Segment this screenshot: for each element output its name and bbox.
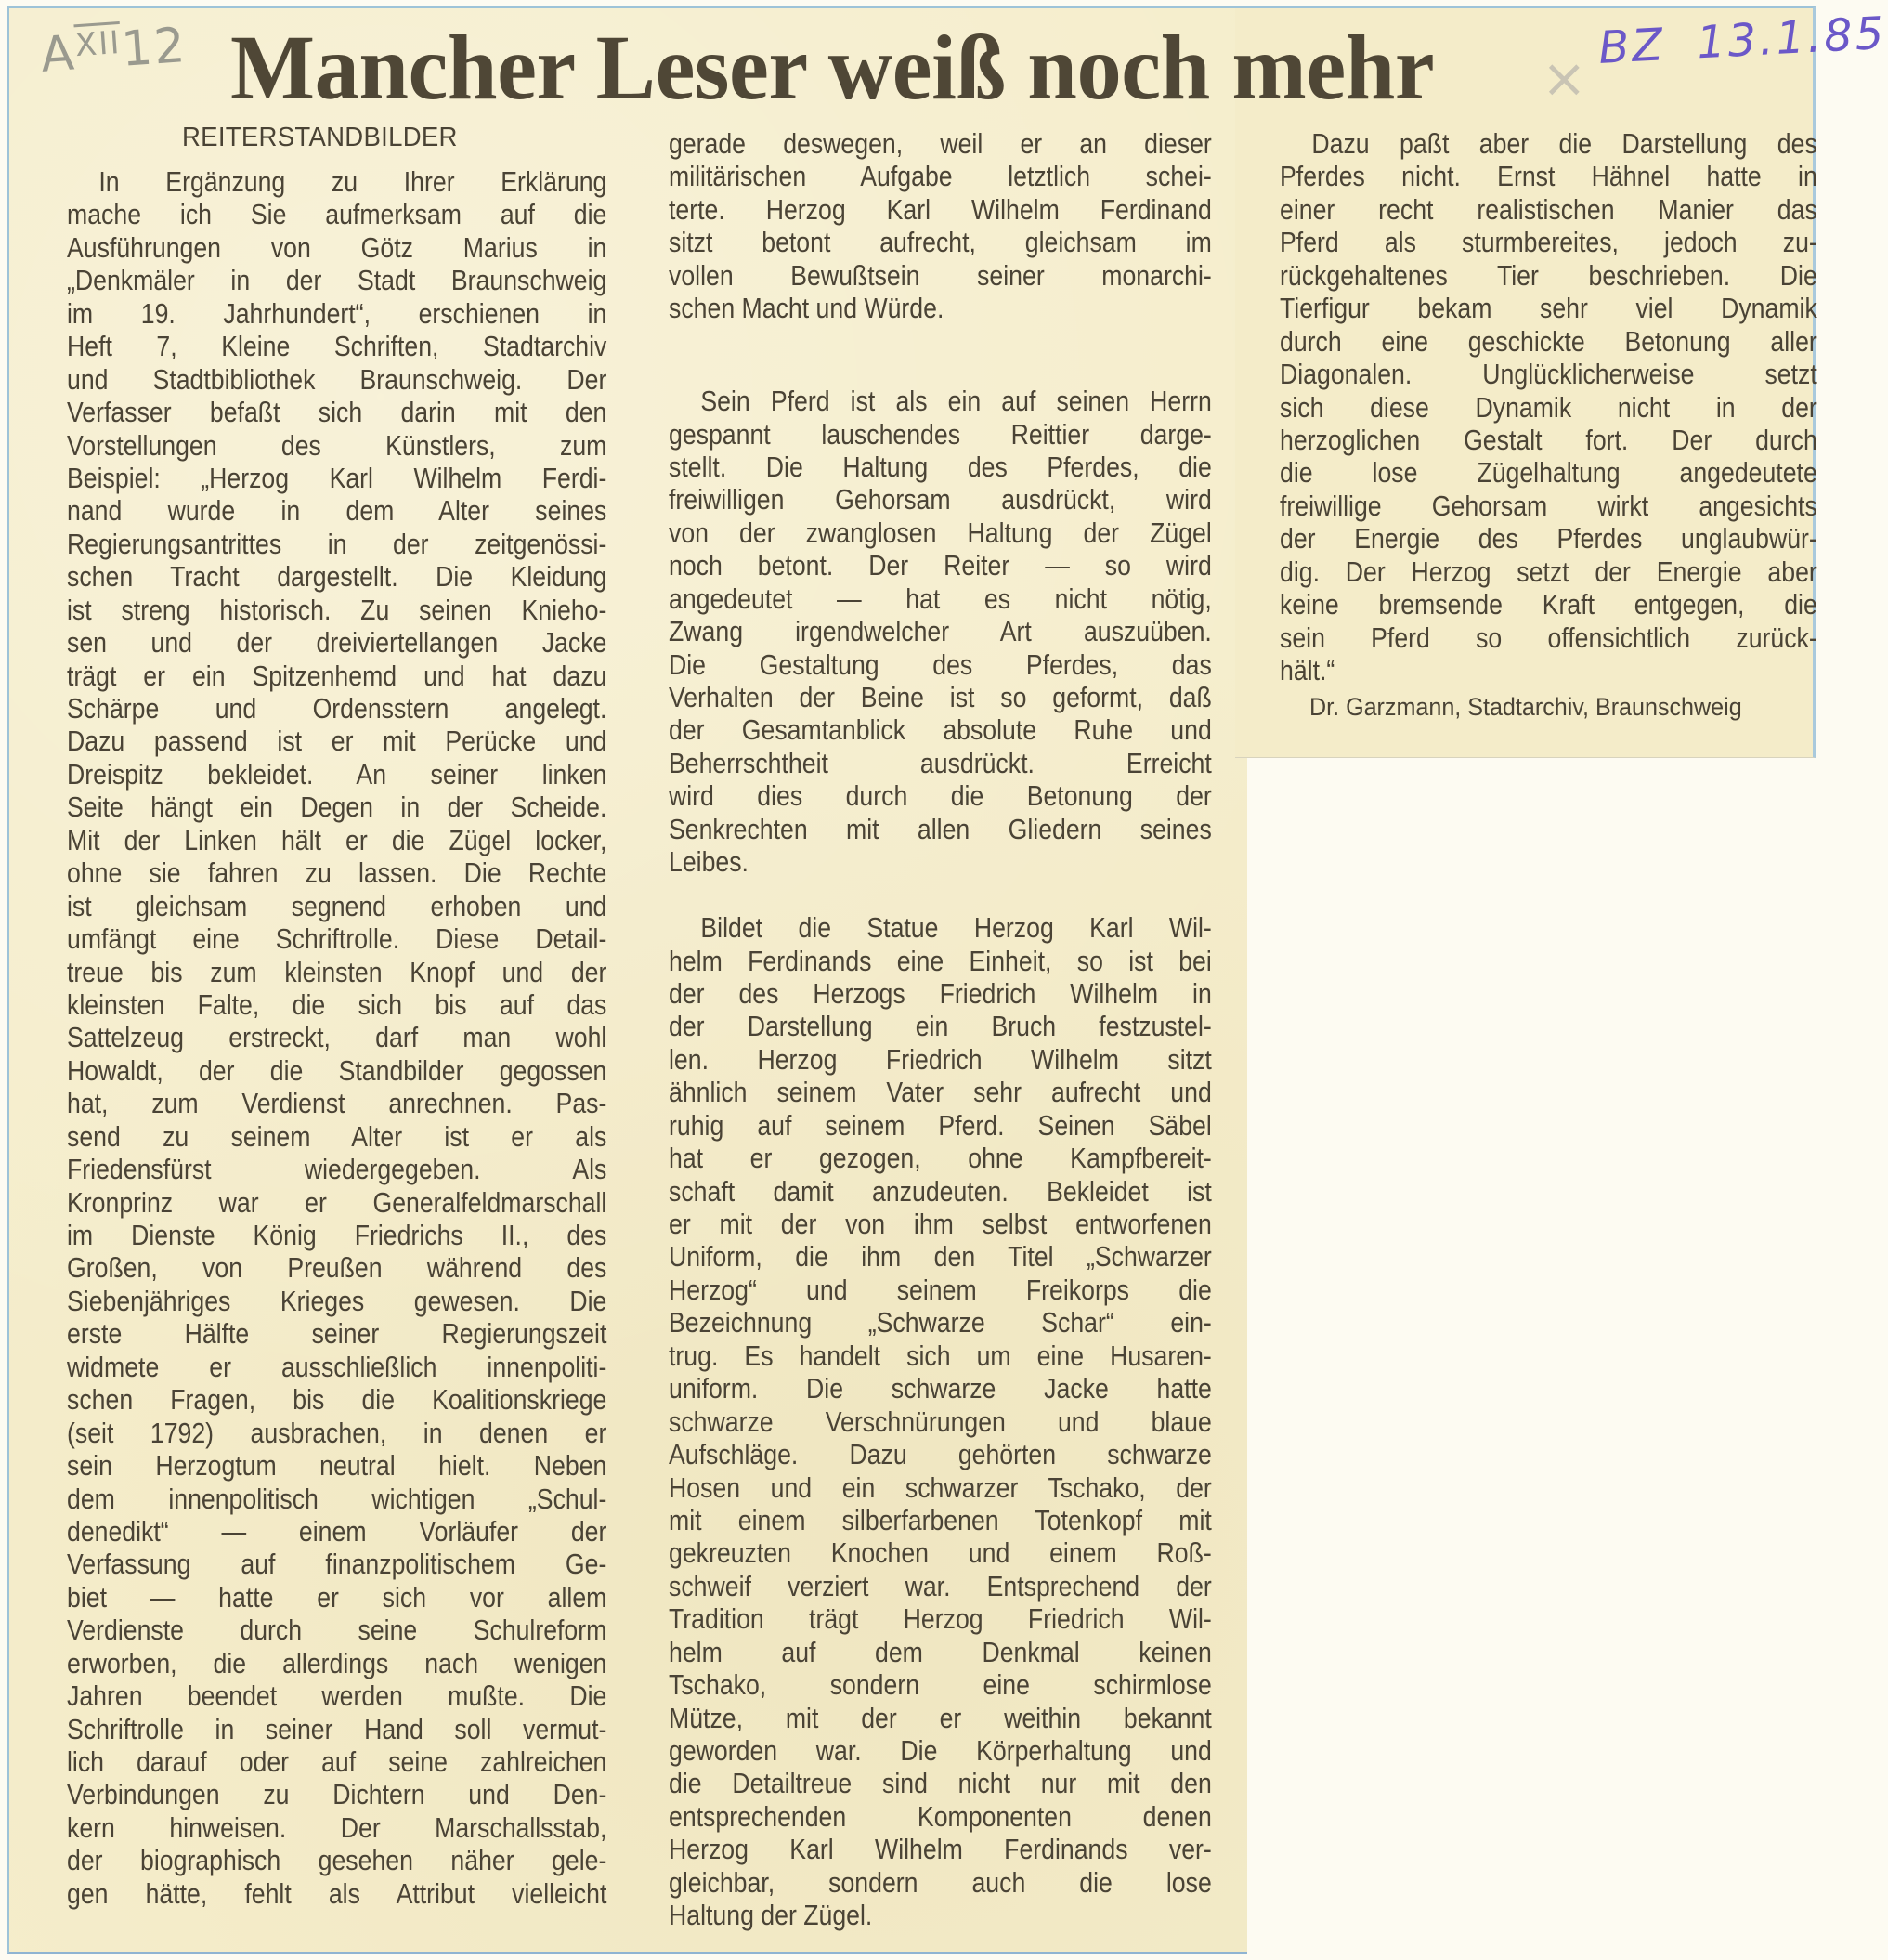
handwritten-date: 13.1.85: [1695, 7, 1888, 70]
paragraph-1: [669, 127, 1212, 325]
text-line: ohne sie fahren zu lassen. Die Rechte: [67, 856, 607, 890]
text-line: Hosen und ein schwarzer Tschako, der: [669, 1470, 1212, 1504]
text-line: vollen Bewußtsein seiner monarchi-: [669, 258, 1212, 292]
text-line: Schriftrolle in seiner Hand soll vermut-: [67, 1712, 607, 1745]
text-line: sein Pferd so offensichtlich zurück-: [1280, 621, 1817, 654]
text-line: helm Ferdinands eine Einheit, so ist bei: [669, 944, 1212, 977]
text-line: Aufschläge. Dazu gehörten schwarze: [669, 1438, 1212, 1471]
text-line: geworden war. Die Körperhaltung und: [669, 1734, 1212, 1767]
text-line: Haltung der Zügel.: [669, 1899, 873, 1932]
text-line: „Denkmäler in der Stadt Braunschweig: [67, 264, 607, 297]
text-line: Bezeichnung „Schwarze Schar“ ein-: [669, 1306, 1212, 1339]
text-line: rückgehaltenes Tier beschrieben. Die: [1280, 258, 1817, 292]
column-left: [67, 165, 606, 1910]
text-line: schen Macht und Würde.: [669, 292, 944, 325]
text-line: (seit 1792) ausbrachen, in denen er: [67, 1416, 607, 1449]
text-line: lich darauf oder auf seine zahlreichen: [67, 1745, 607, 1778]
text-line: Tierfigur bekam sehr viel Dynamik: [1280, 292, 1817, 325]
text-line: Mütze, mit der er weithin bekannt: [669, 1701, 1212, 1734]
text-line: der Gesamtanblick absolute Ruhe und: [669, 713, 1212, 747]
text-line: In Ergänzung zu Ihrer Erklärung: [98, 165, 607, 198]
text-line: ruhig auf seinem Pferd. Seinen Säbel: [669, 1108, 1212, 1142]
text-line: dig. Der Herzog setzt der Energie aber: [1280, 555, 1817, 588]
text-line: ist streng historisch. Zu seinen Knieho-: [67, 593, 607, 626]
text-line: Herzog Karl Wilhelm Ferdinands ver-: [669, 1833, 1212, 1866]
text-line: die Detailtreue sind nicht nur mit den: [669, 1767, 1212, 1800]
text-line: Verbindungen zu Dichtern und Den-: [67, 1778, 607, 1811]
handwritten-cross: ×: [1542, 46, 1587, 110]
handwritten-archive-mark: [39, 18, 189, 84]
text-line: sich diese Dynamik nicht in der: [1280, 390, 1817, 424]
section-heading: REITERSTANDBILDER: [182, 123, 458, 152]
text-line: Uniform, die ihm den Titel „Schwarzer: [669, 1240, 1212, 1274]
text-line: denedikt“ — einem Vorläufer der: [67, 1514, 607, 1548]
paragraph-gap: [669, 325, 1212, 358]
text-line: uniform. Die schwarze Jacke hatte: [669, 1372, 1212, 1405]
text-line: der Energie des Pferdes unglaubwür-: [1280, 522, 1817, 555]
text-line: erste Hälfte seiner Regierungszeit: [67, 1317, 607, 1351]
text-line: Pferdes nicht. Ernst Hähnel hatte in: [1280, 160, 1817, 193]
text-line: trägt er ein Spitzenhemd und hat dazu: [67, 659, 607, 692]
text-line: Jahren beendet werden mußte. Die: [67, 1679, 607, 1713]
text-line: dem innenpolitisch wichtigen „Schul-: [67, 1482, 607, 1515]
text-line: kern hinweisen. Der Marschallsstab,: [67, 1810, 607, 1844]
text-line: schen Tracht dargestellt. Die Kleidung: [67, 560, 607, 594]
text-line: Dazu passend ist er mit Perücke und: [67, 725, 607, 758]
text-line: militärischen Aufgabe letztlich schei-: [669, 160, 1212, 193]
text-line: einer recht realistischen Manier das: [1280, 192, 1817, 226]
text-line: schweif verziert war. Entsprechend der: [669, 1569, 1212, 1602]
text-line: biet — hatte er sich vor allem: [67, 1580, 607, 1614]
paragraph-3: [669, 911, 1212, 1932]
text-line: herzoglichen Gestalt fort. Der durch: [1280, 423, 1817, 456]
text-line: wird dies durch die Betonung der: [669, 779, 1212, 813]
text-line: stellt. Die Haltung des Pferdes, die: [669, 450, 1212, 483]
text-line: die lose Zügelhaltung angedeutete: [1280, 456, 1817, 490]
text-line: Verhalten der Beine ist so geformt, daß: [669, 681, 1212, 713]
text-line: keine bremsende Kraft entgegen, die: [1280, 588, 1817, 621]
text-line: Beherrschtheit ausdrückt. Erreicht: [669, 746, 1212, 779]
text-line: Großen, von Preußen während des: [67, 1251, 607, 1285]
text-line: Leibes.: [669, 845, 749, 879]
text-line: treue bis zum kleinsten Knopf und der: [67, 955, 607, 988]
paragraph-gap: [669, 358, 1212, 385]
archive-mark-number: 12: [119, 18, 189, 78]
text-line: ist gleichsam segnend erhoben und: [67, 889, 607, 922]
text-line: Dreispitz bekleidet. An seiner linken: [67, 757, 607, 791]
text-line: erworben, die allerdings nach wenigen: [67, 1646, 607, 1679]
text-line: Regierungsantrittes in der zeitgenössi-: [67, 527, 607, 560]
text-line: sen und der dreiviertellangen Jacke: [67, 626, 607, 660]
text-line: Tschako, sondern eine schirmlose: [669, 1668, 1212, 1702]
text-line: kleinsten Falte, die sich bis auf das: [67, 987, 607, 1021]
text-line: Herzog“ und seinem Freikorps die: [669, 1273, 1212, 1306]
text-line: umfängt eine Schriftrolle. Diese Detail-: [67, 922, 607, 956]
text-line: gespannt lauschendes Reittier darge-: [669, 417, 1212, 451]
text-line: Die Gestaltung des Pferdes, das: [669, 647, 1212, 681]
text-line: gleichbar, sondern auch die lose: [669, 1865, 1212, 1899]
text-line: mache ich Sie aufmerksam auf die: [67, 198, 607, 231]
text-line: Siebenjähriges Krieges gewesen. Die: [67, 1284, 607, 1317]
text-line: entsprechenden Komponenten denen: [669, 1799, 1212, 1833]
text-line: Sein Pferd ist als ein auf seinen Herrn: [700, 385, 1212, 418]
text-line: Pferd als sturmbereites, jedoch zu-: [1280, 226, 1817, 259]
text-line: schwarze Verschnürungen und blaue: [669, 1405, 1212, 1438]
text-line: angedeutet — hat es nicht nötig,: [669, 581, 1212, 615]
text-line: sein Herzogtum neutral hielt. Neben: [67, 1449, 607, 1483]
text-line: Sattelzeug erstreckt, darf man wohl: [67, 1021, 607, 1054]
text-line: von der zwanglosen Haltung der Zügel: [669, 516, 1212, 549]
text-line: durch eine geschickte Betonung aller: [1280, 324, 1817, 358]
text-line: gekreuzten Knochen und einem Roß-: [669, 1536, 1212, 1570]
archive-mark-prefix: A: [39, 25, 78, 84]
text-line: im Dienste König Friedrichs II., des: [67, 1219, 607, 1251]
column-middle: [669, 127, 1212, 1932]
text-line: der des Herzogs Friedrich Wilhelm in: [669, 976, 1212, 1010]
text-line: der biographisch gesehen näher gele-: [67, 1844, 607, 1877]
author-signature: Dr. Garzmann, Stadtarchiv, Braunschweig: [1309, 693, 1742, 721]
text-line: gen hätte, fehlt als Attribut vielleicht: [67, 1876, 607, 1910]
text-line: Dazu paßt aber die Darstellung des: [1311, 127, 1817, 160]
text-line: und Stadtbibliothek Braunschweig. Der: [67, 362, 607, 396]
text-line: nand wurde in dem Alter seines: [67, 494, 607, 528]
text-line: sitzt betont aufrecht, gleichsam im: [669, 226, 1212, 259]
text-line: im 19. Jahrhundert“, erschienen in: [67, 296, 607, 330]
paragraph-gap: [669, 879, 1212, 911]
text-line: hat er gezogen, ohne Kampfbereit-: [669, 1142, 1212, 1175]
text-line: Vorstellungen des Künstlers, zum: [67, 428, 607, 462]
text-line: Tradition trägt Herzog Friedrich Wil-: [669, 1602, 1212, 1636]
text-line: Howaldt, der die Standbilder gegossen: [67, 1053, 607, 1087]
text-line: Kronprinz war er Generalfeldmarschall: [67, 1185, 607, 1219]
text-line: gerade deswegen, weil er an dieser: [669, 127, 1212, 160]
text-line: mit einem silberfarbenen Totenkopf mit: [669, 1503, 1212, 1536]
column-right: [1280, 127, 1817, 686]
text-line: Mit der Linken hält er die Zügel locker,: [67, 823, 607, 856]
text-line: helm auf dem Denkmal keinen: [669, 1635, 1212, 1668]
text-line: der Darstellung ein Bruch festzustel-: [669, 1010, 1212, 1043]
text-line: hält.“: [1280, 654, 1335, 686]
text-line: Ausführungen von Götz Marius in: [67, 230, 607, 264]
paragraph-2: [669, 385, 1212, 879]
text-line: Schärpe und Ordensstern angelegt.: [67, 692, 607, 725]
text-line: Verfassung auf finanzpolitischem Ge-: [67, 1548, 607, 1581]
text-line: Verdienste durch seine Schulreform: [67, 1614, 607, 1647]
text-line: terte. Herzog Karl Wilhelm Ferdinand: [669, 192, 1212, 226]
handwritten-source: BZ: [1597, 19, 1667, 74]
text-line: ähnlich seinem Vater sehr aufrecht und: [669, 1076, 1212, 1109]
text-line: Diagonalen. Unglücklicherweise setzt: [1280, 358, 1817, 391]
text-line: schen Fragen, bis die Koalitionskriege: [67, 1383, 607, 1417]
text-line: widmete er ausschließlich innenpoliti-: [67, 1350, 607, 1383]
text-line: schaft damit anzudeuten. Bekleidet ist: [669, 1174, 1212, 1208]
text-line: Senkrechten mit allen Gliedern seines: [669, 812, 1212, 845]
text-line: hat, zum Verdienst anrechnen. Pas-: [67, 1087, 607, 1120]
text-line: er mit der von ihm selbst entworfenen: [669, 1208, 1212, 1240]
text-line: Friedensfürst wiedergegeben. Als: [67, 1153, 607, 1186]
text-line: Bildet die Statue Herzog Karl Wil-: [700, 911, 1212, 945]
text-line: noch betont. Der Reiter — so wird: [669, 549, 1212, 582]
text-line: Seite hängt ein Degen in der Scheide.: [67, 791, 607, 824]
text-line: len. Herzog Friedrich Wilhelm sitzt: [669, 1042, 1212, 1076]
archive-mark-roman: XII: [73, 23, 123, 65]
text-line: freiwillige Gehorsam wirkt angesichts: [1280, 489, 1817, 522]
text-line: Beispiel: „Herzog Karl Wilhelm Ferdi-: [67, 461, 607, 494]
headline: Mancher Leser weiß noch mehr: [230, 16, 1435, 119]
text-line: Heft 7, Kleine Schriften, Stadtarchiv: [67, 330, 607, 363]
text-line: Verfasser befaßt sich darin mit den: [67, 396, 607, 429]
text-line: Zwang irgendwelcher Art auszuüben.: [669, 615, 1212, 648]
text-line: trug. Es handelt sich um eine Husaren-: [669, 1339, 1212, 1372]
text-line: send zu seinem Alter ist er als: [67, 1119, 607, 1153]
text-line: freiwilligen Gehorsam ausdrückt, wird: [669, 483, 1212, 516]
